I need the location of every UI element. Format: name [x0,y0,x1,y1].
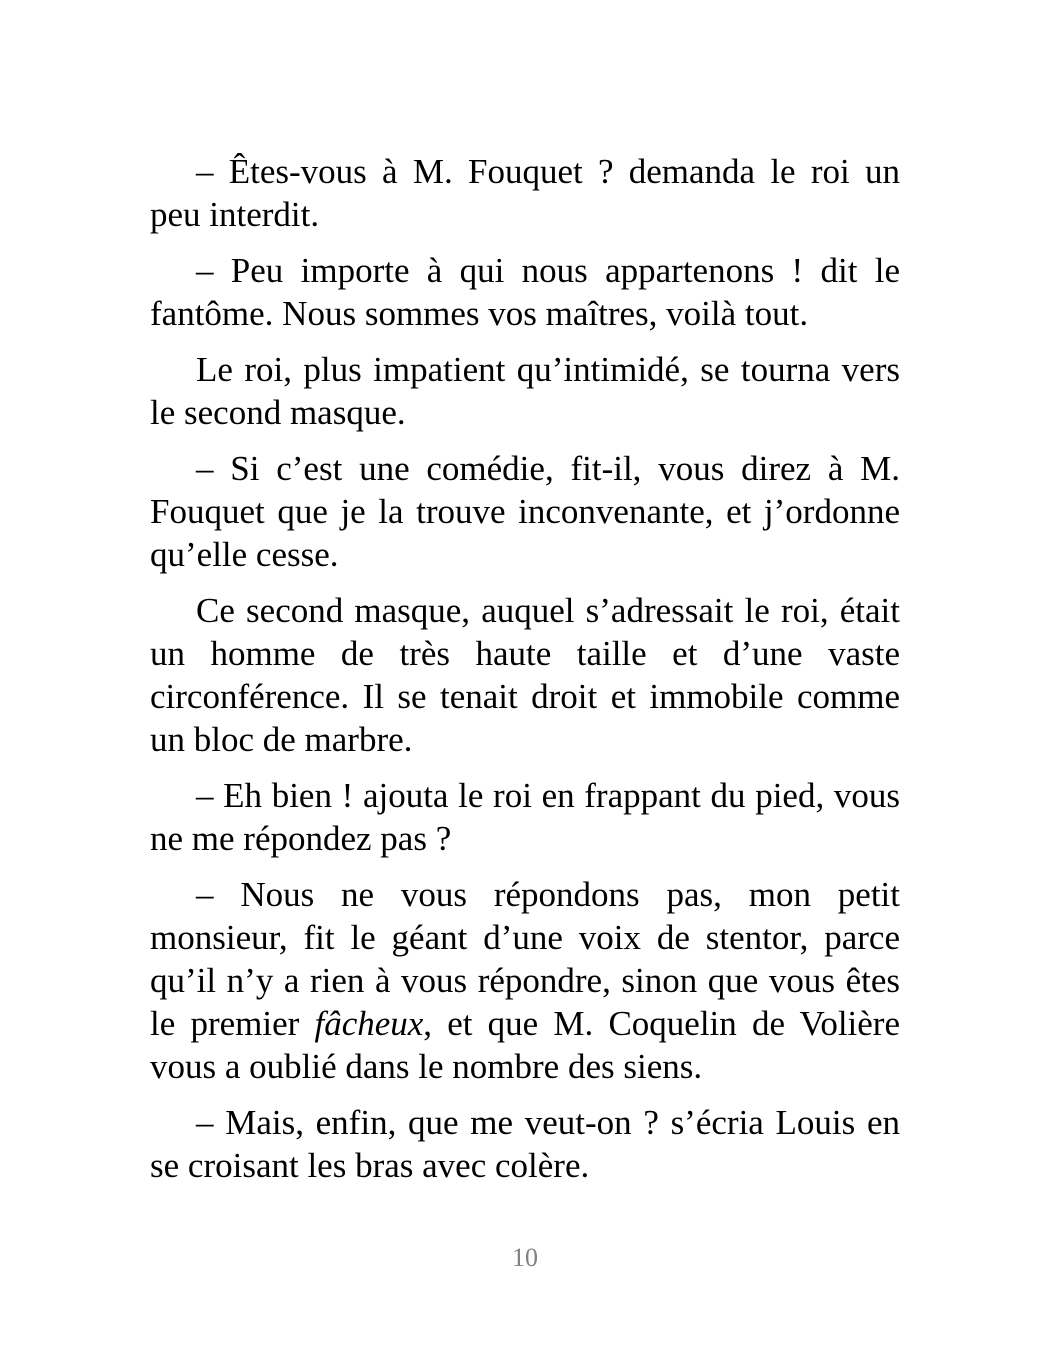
paragraph-7-text-before: – Nous ne vous répondons pas, mon petit monsieur, fit le géant d’une voix de stentor, parce qu’il n’y a rien à vous répondre, sinon que vous êtes le premier [150,875,900,1043]
page-body-text [150,150,900,1187]
paragraph-8: – Mais, enfin, que me veut-on ? s’écria Louis en se croisant les bras avec colère. [150,1103,900,1185]
paragraph-1: – Êtes-vous à M. Fouquet ? demanda le roi un peu interdit. [150,152,900,234]
emphasized-word: fâcheux [314,1004,424,1043]
paragraph-2: – Peu importe à qui nous appartenons ! dit le fantôme. Nous sommes vos maîtres, voilà tout. [150,251,900,333]
paragraph-7 [150,873,900,1088]
paragraph-6: – Eh bien ! ajouta le roi en frappant du pied, vous ne me répondez pas ? [150,776,900,858]
paragraph-3: Le roi, plus impatient qu’intimidé, se tourna vers le second masque. [150,350,900,432]
page-number: 10 [512,1243,538,1272]
paragraph-4: – Si c’est une comédie, fit-il, vous direz à M. Fouquet que je la trouve inconvenante, et j’ordonne qu’elle cesse. [150,449,900,574]
paragraph-5: Ce second masque, auquel s’adressait le roi, était un homme de très haute taille et d’une vaste circonférence. Il se tenait droit et immobile comme un bloc de marbre. [150,591,900,759]
paragraph-7-text-after: , et que M. Coquelin de Volière vous a oublié dans le nombre des siens. [150,1004,900,1086]
